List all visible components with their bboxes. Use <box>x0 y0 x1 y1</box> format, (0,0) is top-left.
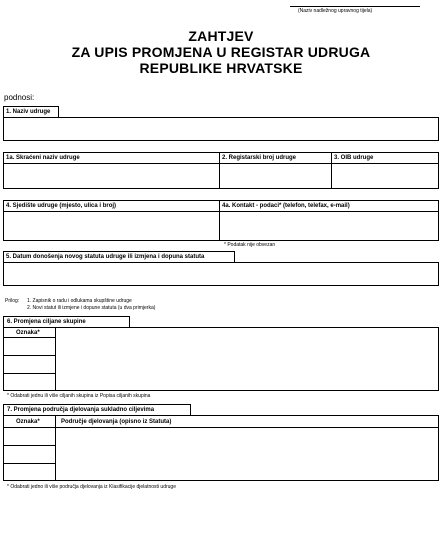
section-6-title: 6. Promjena ciljane skupine <box>7 319 86 325</box>
oib-input[interactable] <box>331 163 439 189</box>
activity-area-description-input[interactable] <box>57 428 438 480</box>
field-1-label: 1. Naziv udruge <box>6 109 51 115</box>
section-7-area-header: Područje djelovanja (opisno iz Statuta) <box>61 419 172 425</box>
target-group-code-cell[interactable] <box>4 356 55 374</box>
authority-line <box>290 6 420 7</box>
field-5-label: 5. Datum donošenja novog statuta udruge ili izmjena i dopuna statuta <box>6 254 205 260</box>
page-title-line3: REPUBLIKE HRVATSKE <box>139 60 303 76</box>
field-3-label: 3. OIB udruge <box>334 155 374 161</box>
attachments-label: Prilog: <box>5 298 20 304</box>
statute-date-input[interactable] <box>3 262 439 286</box>
page-title-line1: ZAHTJEV <box>188 28 254 44</box>
field-1a-label: 1a. Skraćeni naziv udruge <box>6 155 80 161</box>
authority-caption: (Naziv nadležnog upravnog tijela) <box>298 8 373 14</box>
section-6-note: * Odabrati jednu ili više ciljanih skupina iz Popisa ciljanih skupina <box>7 393 151 399</box>
target-group-code-cell[interactable] <box>4 338 55 356</box>
target-group-description-input[interactable] <box>57 328 438 390</box>
activity-area-code-cell[interactable] <box>4 464 55 480</box>
short-name-input[interactable] <box>3 163 220 189</box>
applicant-label: podnosi: <box>4 93 35 102</box>
attachment-item-2: 2. Novi statut ili izmjene i dopune statuta (u dva primjerka) <box>27 305 156 311</box>
association-name-input[interactable] <box>3 117 439 141</box>
contact-input[interactable] <box>219 211 439 241</box>
field-2-label: 2. Registarski broj udruge <box>222 155 297 161</box>
section-6-code-header: Oznaka* <box>16 330 40 336</box>
field-4a-note: * Podatak nije obvezan <box>224 242 276 248</box>
seat-address-input[interactable] <box>3 211 220 241</box>
field-4a-label: 4a. Kontakt - podaci* (telefon, telefax, e-mail) <box>222 203 350 209</box>
target-group-code-cell[interactable] <box>4 374 55 390</box>
divider <box>55 415 56 481</box>
section-7-note: * Odabrati jedno ili više područja djelovanja iz Klasifikacije djelatnosti udruge <box>7 484 176 490</box>
section-7-code-header: Oznaka* <box>16 419 40 425</box>
attachment-item-1: 1. Zapisnik o radu i odlukama skupštine udruge <box>27 298 132 304</box>
section-7-title: 7. Promjena područja djelovanja sukladno ciljevima <box>7 407 155 413</box>
page-title-line2: ZA UPIS PROMJENA U REGISTAR UDRUGA <box>71 44 371 60</box>
activity-area-code-cell[interactable] <box>4 428 55 446</box>
registry-number-input[interactable] <box>219 163 332 189</box>
field-4-label: 4. Sjedište udruge (mjesto, ulica i broj) <box>6 203 117 209</box>
activity-area-code-cell[interactable] <box>4 446 55 464</box>
